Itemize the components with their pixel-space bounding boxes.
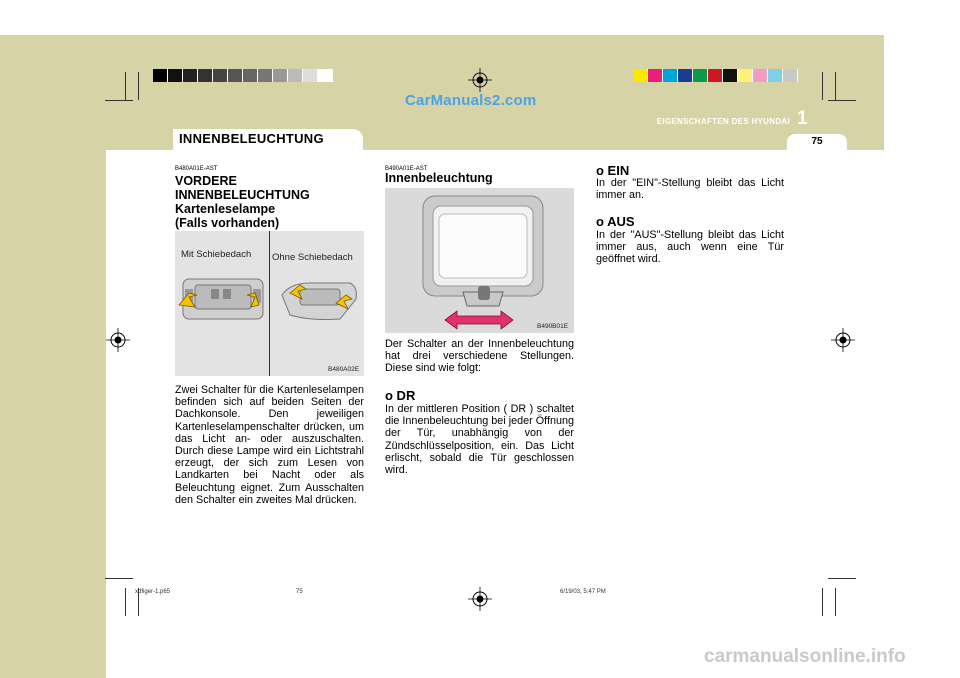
registration-mark-icon: [831, 328, 855, 352]
figure-code: B480A02E: [328, 366, 360, 373]
chapter-title: EIGENSCHAFTEN DES HYUNDAI: [656, 117, 790, 126]
section-code: B480A01E-AST: [175, 166, 218, 172]
ein-heading: o EIN: [596, 163, 630, 178]
section-tab: [173, 129, 363, 150]
grayscale-calibration-bar: [153, 69, 333, 82]
crop-mark: [105, 100, 133, 101]
title-line: Kartenleselampe: [175, 202, 276, 216]
left-section-title: [175, 174, 310, 230]
title-line: INNENBELEUCHTUNG: [175, 188, 310, 202]
footer-file: xdfiger-1.p65: [135, 589, 171, 595]
interior-light-figure: [385, 188, 574, 333]
crop-mark: [835, 588, 836, 616]
crop-mark: [125, 72, 126, 100]
ein-description: In der "EIN"-Stellung bleibt das Licht immer an.: [596, 177, 784, 202]
figure-label-no-sunroof: Ohne Schiebedach: [272, 252, 353, 263]
map-lamp-figure: [175, 231, 364, 376]
interior-light-illustration: [385, 188, 574, 333]
overhead-console-sunroof-illustration: [175, 271, 269, 331]
page-number-tab: [787, 134, 847, 150]
registration-mark-icon: [468, 587, 492, 611]
dr-description: In der mittleren Position ( DR ) schaltet die Innenbeleuchtung bei jeder Öffnung der Tür, unabhängig von der Zündschlüsselposition, ein. Das Licht erlischt, sobald die Tür geschlossen wird.: [385, 403, 574, 477]
title-line: VORDERE: [175, 174, 237, 188]
aus-description: In der "AUS"-Stellung bleibt das Licht immer aus, auch wenn eine Tür geöffnet wird.: [596, 229, 784, 266]
registration-mark-icon: [106, 328, 130, 352]
crop-mark: [828, 100, 856, 101]
watermark-text[interactable]: CarManuals2.com: [405, 92, 537, 109]
crop-mark: [125, 588, 126, 616]
figure-code: B490B01E: [537, 323, 569, 330]
figure-label-sunroof: Mit Schiebedach: [181, 249, 252, 260]
crop-mark: [828, 578, 856, 579]
chapter-number: 1: [797, 108, 808, 129]
bottom-watermark[interactable]: carmanualsonline.info: [704, 646, 906, 667]
title-line: (Falls vorhanden): [175, 216, 280, 230]
crop-mark: [105, 578, 133, 579]
section-code: B490A01E-AST: [385, 166, 428, 172]
page-number: 75: [811, 136, 823, 147]
dr-heading: o DR: [385, 388, 416, 403]
crop-mark: [138, 72, 139, 100]
slide-direction-arrow-icon: [445, 311, 513, 329]
interior-light-intro: Der Schalter an der Innenbeleuchtung hat drei verschiedene Stellungen. Diese sind wie folgt:: [385, 338, 574, 375]
color-calibration-bar: [633, 69, 798, 82]
middle-section-title: Innenbeleuchtung: [385, 171, 493, 185]
crop-mark: [822, 72, 823, 100]
crop-mark: [835, 72, 836, 100]
aus-heading: o AUS: [596, 214, 635, 229]
section-title: INNENBELEUCHTUNG: [179, 131, 324, 146]
overhead-console-no-sunroof-illustration: [270, 271, 364, 331]
crop-mark: [822, 588, 823, 616]
registration-mark-icon: [468, 68, 492, 92]
footer-date: 6/19/03, 5:47 PM: [560, 589, 606, 595]
footer-page: 75: [296, 589, 303, 595]
map-lamp-description: Zwei Schalter für die Kartenleselampen befinden sich auf beiden Seiten der Dachkonsole. Den jeweiligen Kartenleselampenschalter drücken, um das Licht an- oder auszuschalten. Durch diese Lampe wird ein Lichtstrahl erzeugt, der sich zum Lesen von Landkarten bei Nacht oder als Beleuchtung eignet. Zum Ausschalten den Schalter ein zweites Mal drücken.: [175, 384, 364, 506]
